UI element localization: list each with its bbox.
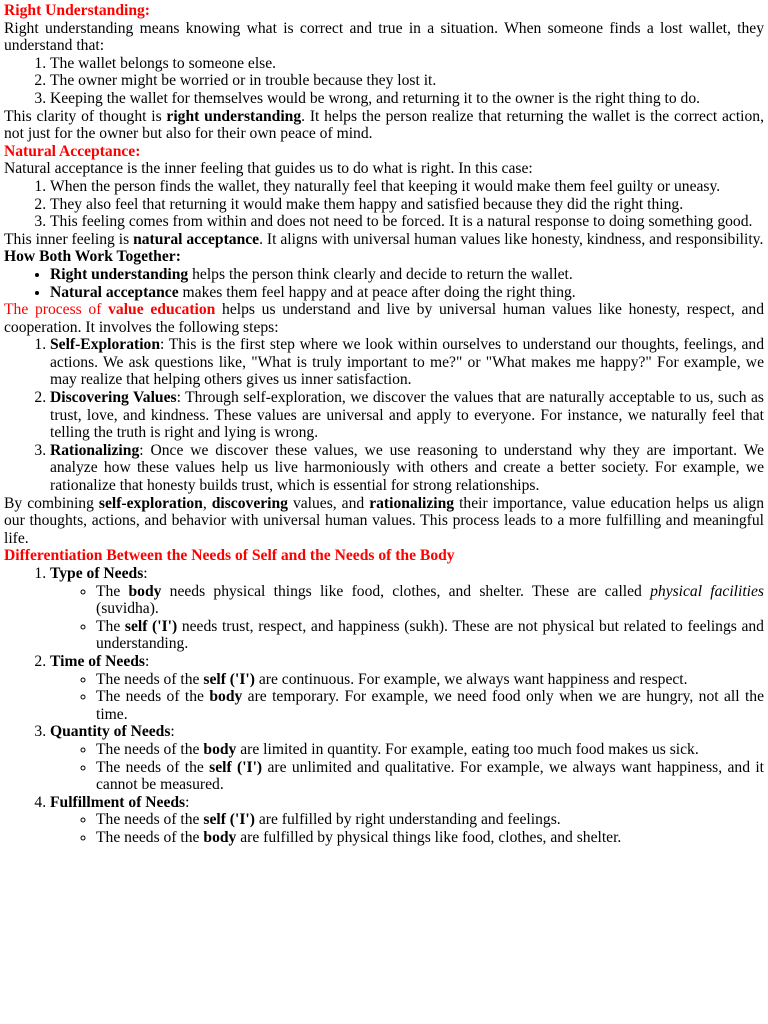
- text-span: :: [143, 565, 148, 582]
- sub-item: [96, 671, 764, 689]
- text-span: . It aligns with universal human values like honesty, kindness, and responsibility.: [259, 230, 764, 248]
- needs-item: [50, 565, 764, 653]
- bold-term: self ('I'): [203, 811, 255, 829]
- bold-term: body: [203, 828, 237, 846]
- sub-item: [96, 688, 764, 723]
- bullet-item: [50, 266, 764, 284]
- text-span: makes them feel happy and at peace after doing the right thing.: [178, 283, 576, 301]
- text-span: ,: [202, 494, 212, 512]
- needs-sublist: [50, 583, 764, 653]
- list-item: 1. The wallet belongs to someone else.: [50, 55, 764, 73]
- heading-right-understanding: Right Understanding:: [4, 2, 151, 19]
- heading-how-both-work: How Both Work Together:: [4, 248, 181, 266]
- bold-term: self-exploration: [98, 494, 203, 512]
- list-natural-acceptance: [4, 178, 764, 231]
- text-span: are fulfilled by right understanding and feelings.: [254, 811, 561, 829]
- text-span: . It helps the person realize that returning the wallet is the correct action, not just for the owner but also for their own peace of mind.: [4, 107, 764, 143]
- step-text: : Through self-exploration, we discover the values that are naturally acceptable to us, such as trust, love, and kindness. These values are universal and apply to everyone. For instance, we naturally feel that telling the truth is right and lying is wrong.: [50, 389, 764, 442]
- sub-item: [96, 741, 764, 759]
- bold-term: self ('I'): [209, 758, 263, 776]
- heading-natural-acceptance: Natural Acceptance:: [4, 142, 141, 160]
- intro-natural-acceptance: Natural acceptance is the inner feeling that guides us to do what is right. In this case:: [4, 160, 533, 178]
- red-bold-term: value education: [108, 301, 216, 319]
- text-span: are unlimited and qualitative. For example, we always want happiness, and it cannot be measured.: [96, 758, 764, 794]
- list-item: 1. When the person finds the wallet, they naturally feel that keeping it would make them feel guilty or uneasy.: [50, 178, 764, 196]
- text-span: The needs of the: [96, 758, 210, 776]
- bold-term: rationalizing: [369, 494, 455, 512]
- bold-term: Natural acceptance: [50, 283, 179, 301]
- text-span: The needs of the: [96, 811, 204, 829]
- text-span: This clarity of thought is: [4, 107, 167, 125]
- needs-list: [4, 565, 764, 847]
- sub-item: [96, 829, 764, 847]
- bold-term: natural acceptance: [133, 230, 260, 248]
- italic-term: physical facilities: [650, 582, 764, 600]
- sub-item: [96, 811, 764, 829]
- step-text: : Once we discover these values, we use reasoning to understand why they are important. We analyze how these values help us live harmoniously with others and create a better society. For example, we rationalize that honesty builds trust, which is essential for strong relationships.: [50, 441, 764, 495]
- needs-sublist: [50, 671, 764, 724]
- needs-item: [50, 653, 764, 723]
- text-span: The needs of the: [96, 670, 204, 688]
- text-span: The needs of the: [96, 688, 210, 706]
- text-span: helps the person think clearly and decide to return the wallet.: [188, 265, 573, 283]
- conclusion-right-understanding: [4, 108, 764, 143]
- needs-sublist: [50, 811, 764, 846]
- list-item: 2. The owner might be worried or in trouble because they lost it.: [50, 72, 764, 90]
- text-span: needs physical things like food, clothes, and shelter. These are called: [161, 582, 651, 600]
- text-span: are fulfilled by physical things like food, clothes, and shelter.: [236, 828, 622, 846]
- text-span: The: [96, 582, 129, 600]
- needs-title: Quantity of Needs: [50, 723, 171, 741]
- needs-title: Time of Needs: [50, 652, 145, 670]
- text-span: (suvidha).: [96, 600, 159, 618]
- value-education-intro: [4, 301, 764, 336]
- sub-item: [96, 583, 764, 618]
- heading-differentiation: Differentiation Between the Needs of Self and the Needs of the Body: [4, 547, 455, 565]
- needs-title: Fulfillment of Needs: [50, 793, 186, 811]
- needs-title: Type of Needs: [50, 565, 144, 582]
- step-title: Rationalizing: [50, 441, 140, 459]
- sub-item: [96, 759, 764, 794]
- red-text: The process of: [4, 301, 109, 319]
- list-item: 3. Keeping the wallet for themselves would be wrong, and returning it to the owner is the right thing to do.: [50, 90, 764, 108]
- bold-term: self ('I'): [124, 617, 178, 635]
- list-item: 3. This feeling comes from within and does not need to be forced. It is a natural response to doing something good.: [50, 213, 764, 231]
- step-title: Discovering Values: [50, 389, 177, 407]
- bold-term: self ('I'): [203, 670, 255, 688]
- text-span: are temporary. For example, we need food only when we are hungry, not all the time.: [96, 688, 765, 723]
- bold-term: discovering: [211, 494, 288, 512]
- value-education-conclusion: [4, 495, 764, 548]
- text-span: are limited in quantity. For example, eating too much food makes us sick.: [236, 740, 699, 758]
- value-education-steps: [4, 336, 764, 494]
- text-span: The needs of the: [96, 740, 204, 758]
- text-span: The needs of the: [96, 828, 204, 846]
- text-span: This inner feeling is: [4, 230, 134, 248]
- step-text: : This is the first step where we look within ourselves to understand our thoughts, feelings, and actions. We ask questions like, "What is truly important to me?" or "What makes me happy?" For example, we may realize that helping others gives us inner satisfaction.: [50, 336, 764, 389]
- bold-term: right understanding: [166, 107, 302, 125]
- list-right-understanding: [4, 55, 764, 108]
- needs-item: [50, 794, 764, 847]
- text-span: needs trust, respect, and happiness (sukh). These are not physical but related to feelings and understanding.: [96, 617, 764, 653]
- list-item: 2. They also feel that returning it would make them happy and satisfied because they did the right thing.: [50, 196, 764, 214]
- text-span: :: [185, 793, 190, 811]
- bold-term: Right understanding: [50, 265, 189, 283]
- bold-term: body: [203, 740, 237, 758]
- text-span: helps us understand and live by universal human values like honesty, respect, and cooperation. It involves the following steps:: [4, 301, 764, 336]
- text-span: values, and: [287, 494, 370, 512]
- intro-right-understanding: Right understanding means knowing what is correct and true in a situation. When someone finds a lost wallet, they understand that:: [4, 19, 764, 55]
- text-span: :: [145, 652, 150, 670]
- bullet-item: [50, 284, 764, 302]
- bold-term: body: [209, 688, 243, 706]
- needs-sublist: [50, 741, 764, 794]
- bullet-list-together: [4, 266, 764, 301]
- step-item: [50, 442, 764, 495]
- text-span: The: [96, 617, 125, 635]
- sub-item: [96, 618, 764, 653]
- needs-item: [50, 723, 764, 793]
- bold-term: body: [128, 582, 162, 600]
- step-item: [50, 336, 764, 389]
- step-item: [50, 389, 764, 442]
- step-title: Self-Exploration: [50, 336, 161, 354]
- text-span: By combining: [4, 494, 99, 512]
- text-span: :: [170, 723, 175, 741]
- text-span: their importance, value education helps us align our thoughts, actions, and behavior with universal human values. This process leads to a more fulfilling and meaningful life.: [4, 494, 764, 547]
- conclusion-natural-acceptance: [4, 231, 764, 249]
- text-span: are continuous. For example, we always want happiness and respect.: [254, 670, 688, 688]
